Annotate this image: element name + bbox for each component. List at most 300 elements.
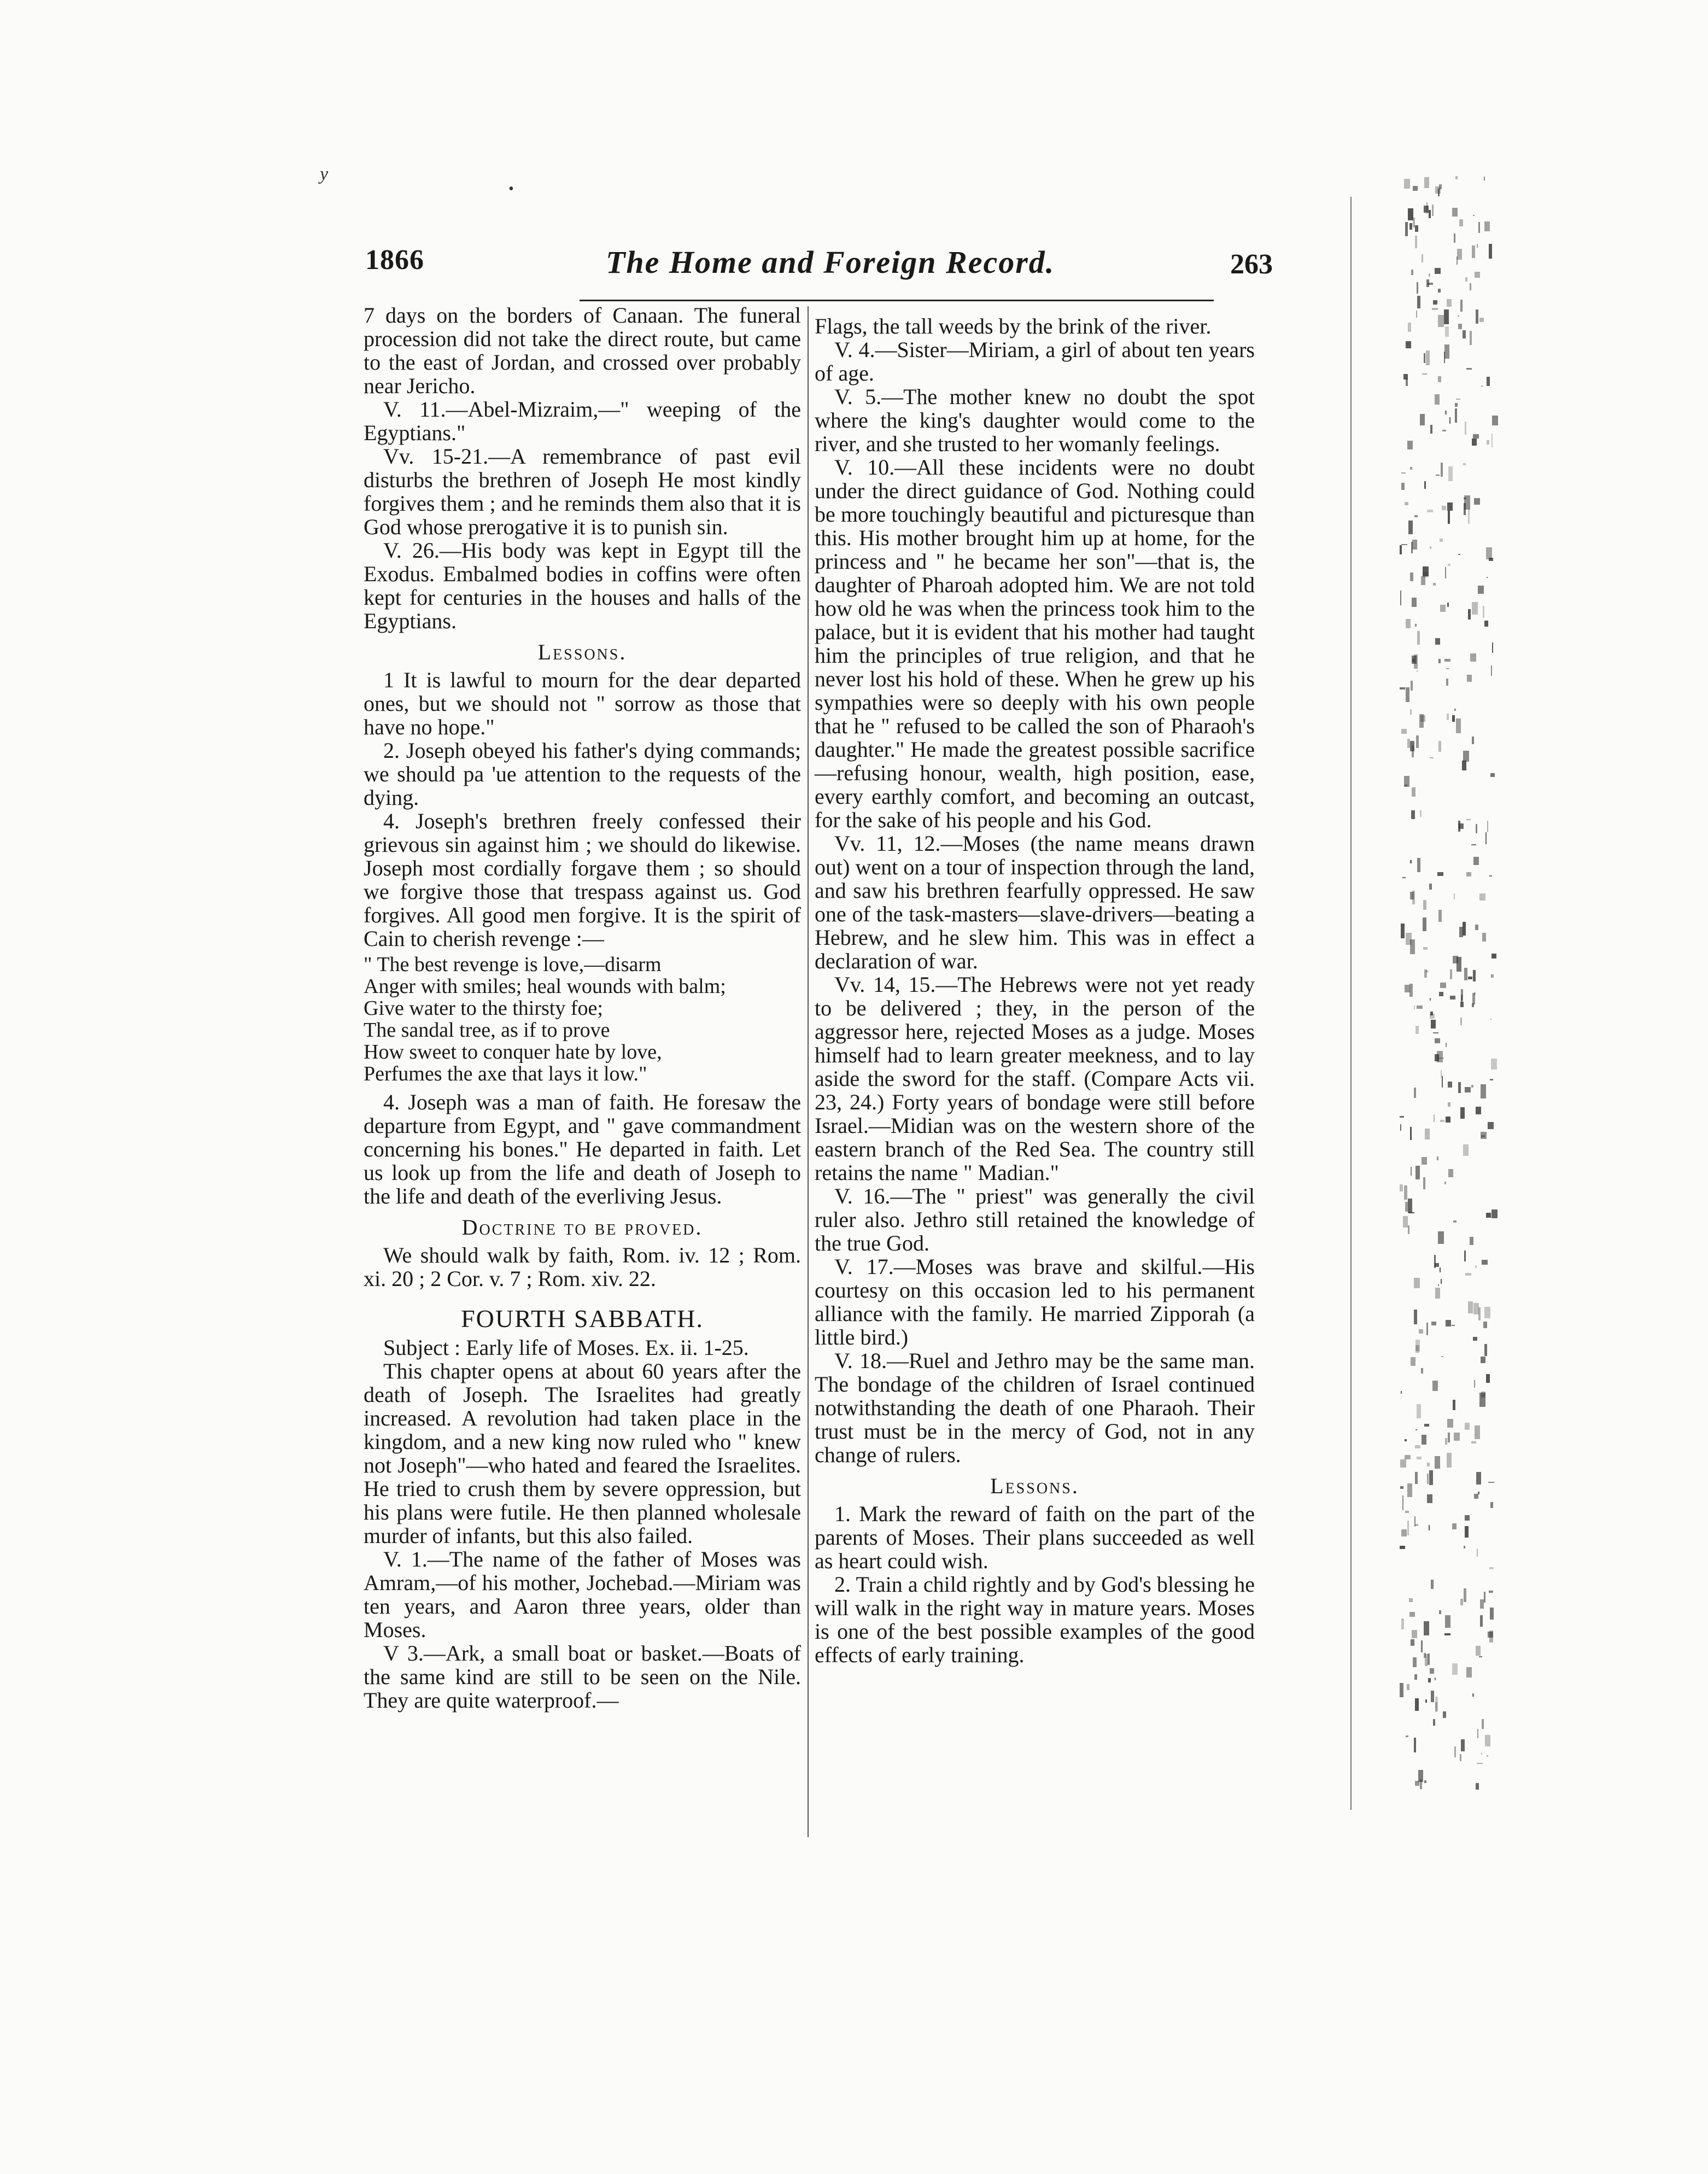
scan-speck (1419, 714, 1424, 728)
scan-speck (1492, 642, 1493, 653)
scan-speck (1422, 254, 1423, 262)
scan-speck (1483, 606, 1484, 618)
scan-speck (1408, 208, 1413, 220)
scan-speck (1473, 215, 1475, 216)
paragraph: V. 11.—Abel-Mizraim,—" weeping of the Egyptians." (364, 397, 801, 445)
scan-speck (1481, 1753, 1482, 1755)
poem-line: How sweet to conquer hate by love, (364, 1041, 662, 1063)
scan-speck (1479, 893, 1485, 901)
header-page-number: 263 (1230, 249, 1273, 280)
scan-speck (1425, 1699, 1427, 1703)
scan-speck (1423, 917, 1426, 931)
scan-speck (1482, 1260, 1488, 1265)
paragraph: V. 5.—The mother knew no doubt the spot where the king's daughter would come to the river, and she trusted to her womanly feelings. (815, 384, 1255, 456)
scan-speck (1440, 539, 1443, 542)
scan-speck (1446, 668, 1449, 669)
scan-speck (1466, 368, 1472, 370)
scan-speck (1464, 495, 1470, 510)
scan-speck (1447, 714, 1449, 720)
scan-speck (1430, 998, 1431, 1001)
scan-speck (1481, 1357, 1485, 1363)
scan-speck (1422, 1435, 1426, 1445)
scan-speck (1472, 1693, 1474, 1697)
scan-speck (1454, 1746, 1456, 1757)
scan-speck (1492, 416, 1498, 425)
scan-speck (1479, 1656, 1482, 1657)
scan-speck (1406, 1735, 1408, 1737)
scan-speck (1401, 729, 1407, 734)
scan-speck (1413, 1657, 1417, 1667)
scan-speck (1412, 787, 1415, 797)
scan-speck (1468, 977, 1472, 979)
scan-speck (1406, 619, 1411, 628)
scan-speck (1427, 510, 1433, 512)
lesson-item: 1 It is lawful to mourn for the dear departed ones, but we should not " sorrow as those that have no hope." (364, 668, 801, 739)
header-year: 1866 (365, 244, 424, 276)
scan-speck (1420, 414, 1425, 425)
scan-speck (1435, 1038, 1440, 1043)
scan-speck (1411, 270, 1413, 275)
scan-speck (1432, 308, 1438, 310)
scan-speck (1414, 1088, 1416, 1098)
scan-speck (1468, 609, 1471, 620)
scan-speck (1459, 823, 1464, 829)
scan-speck (1405, 1439, 1407, 1441)
scan-speck (1418, 1770, 1423, 1782)
scan-speck (1435, 1456, 1440, 1469)
scan-speck (1491, 665, 1492, 676)
scan-speck (1429, 884, 1432, 890)
scan-speck (1488, 1482, 1494, 1483)
scan-speck (1439, 1610, 1441, 1614)
scan-speck (1420, 810, 1422, 817)
scan-speck (1430, 757, 1434, 758)
header-rule (580, 300, 1214, 301)
scan-speck (1473, 857, 1479, 865)
scan-speck (1484, 1307, 1490, 1318)
scan-speck (1465, 1515, 1470, 1521)
paragraph: V 3.—Ark, a small boat or basket.—Boats of the same kind are still to be seen on the Nile. They are quite waterproof.— (364, 1641, 801, 1713)
scan-speck (1487, 1755, 1488, 1757)
scan-speck (1481, 1132, 1487, 1139)
scan-speck (1489, 875, 1492, 876)
scan-speck (1445, 567, 1446, 578)
scan-speck (1416, 311, 1417, 318)
scan-speck (1411, 681, 1413, 691)
scan-speck (1414, 1738, 1416, 1752)
scan-speck (1482, 1719, 1484, 1729)
scan-speck (1401, 924, 1405, 938)
scan-speck (1452, 1523, 1457, 1529)
scan-speck (1424, 969, 1427, 978)
scan-speck (1427, 1494, 1432, 1503)
scan-speck (1444, 1182, 1446, 1184)
scan-speck (1421, 1640, 1423, 1652)
scan-speck (1484, 221, 1490, 231)
scan-speck (1432, 1381, 1438, 1391)
scan-speck (1431, 1691, 1434, 1702)
scan-speck (1412, 745, 1414, 757)
scan-speck (1485, 832, 1487, 844)
scan-speck (1481, 1084, 1486, 1098)
scan-speck (1460, 1754, 1461, 1761)
scan-speck (1476, 824, 1477, 833)
scan-speck (1448, 1082, 1452, 1088)
scan-speck (1409, 1598, 1413, 1602)
scan-speck (1415, 1345, 1419, 1353)
scan-speck (1446, 1320, 1451, 1326)
scan-speck (1433, 1719, 1435, 1726)
scan-speck (1414, 515, 1418, 517)
scan-speck (1407, 441, 1413, 449)
scan-speck (1403, 1216, 1408, 1228)
scan-speck (1452, 1325, 1455, 1326)
scan-speck (1430, 546, 1431, 549)
scan-speck (1472, 246, 1475, 258)
paragraph: Vv. 11, 12.—Moses (the name means drawn out) went on a tour of inspection through the land, and saw his brethren fearfully oppressed. He saw one of the task-masters—slave-drivers—beating a Hebrew, and he slew him. This was in effect a declaration of war. (815, 831, 1255, 973)
scan-speck (1478, 1307, 1481, 1320)
scan-speck (1408, 521, 1413, 534)
scan-speck (1471, 1441, 1476, 1444)
scan-speck (1424, 481, 1426, 489)
scan-speck (1481, 1392, 1485, 1398)
scan-speck (1476, 1472, 1481, 1485)
scan-speck (1417, 1457, 1422, 1459)
scan-speck (1442, 430, 1446, 431)
scan-speck (1401, 483, 1405, 490)
scan-speck (1464, 1546, 1465, 1548)
scan-speck (1412, 891, 1415, 904)
scan-speck (1455, 176, 1458, 179)
paragraph: Vv. 15-21.—A remembrance of past evil disturbs the brethren of Joseph He most kindly forgives them ; and he reminds them also that it is God whose prerogative it is to punish sin. (364, 444, 801, 539)
scan-speck (1431, 1580, 1434, 1589)
scan-speck (1423, 566, 1429, 576)
scan-speck (1405, 785, 1407, 786)
scan-speck (1417, 631, 1420, 645)
scan-speck (1478, 222, 1480, 233)
scan-speck (1415, 1445, 1420, 1448)
scan-speck (1464, 1588, 1466, 1602)
scan-speck (1448, 511, 1450, 524)
scan-speck (1423, 1177, 1425, 1189)
scan-speck (1470, 283, 1471, 290)
scan-speck (1470, 331, 1472, 345)
scan-speck (1442, 1076, 1443, 1088)
scan-speck (1468, 1301, 1473, 1313)
scan-speck (1406, 378, 1408, 386)
scan-speck (1414, 1674, 1417, 1680)
scan-speck (1474, 1494, 1478, 1499)
scan-speck (1412, 656, 1417, 664)
scan-speck (1411, 1639, 1414, 1646)
lesson-item: 4. Joseph's brethren freely confessed their grievous sin against him ; we should do likewise. Joseph most cordially forgave them ; so should we forgive those that trespass against us. God forgives. All good men forgive. It is the spirit of Cain to cherish revenge :— (364, 809, 801, 951)
scan-speck (1477, 1548, 1478, 1557)
scan-speck (1468, 509, 1470, 524)
scan-speck (1447, 502, 1453, 511)
scan-speck (1463, 751, 1469, 762)
scan-speck (1448, 1102, 1450, 1107)
scan-speck (1445, 1615, 1450, 1628)
paragraph: Flags, the tall weeds by the brink of the river. (815, 314, 1212, 338)
scan-speck (1444, 309, 1449, 324)
scan-speck (1424, 1621, 1429, 1635)
scan-speck (1400, 687, 1405, 689)
scan-speck (1448, 466, 1453, 481)
scan-speck (1458, 1082, 1461, 1093)
scan-speck (1432, 204, 1434, 216)
scan-speck (1484, 1592, 1485, 1603)
scan-speck (1477, 1729, 1478, 1738)
scan-speck (1440, 605, 1446, 612)
stray-dot: • (508, 180, 514, 197)
scan-speck (1460, 300, 1463, 312)
scan-speck (1436, 475, 1440, 476)
scan-speck (1439, 992, 1443, 996)
scan-speck (1400, 1116, 1404, 1118)
scan-speck (1479, 318, 1484, 322)
scan-speck (1438, 1284, 1439, 1286)
scan-speck (1431, 1322, 1436, 1325)
scan-speck (1435, 394, 1440, 405)
paragraph: V. 17.—Moses was brave and skilful.—His courtesy on this occasion led to his permanent alliance with the family. He married Zipporah (a little bird.) (815, 1254, 1255, 1349)
paragraph: 7 days on the borders of Canaan. The funeral procession did not take the direct route, but came to the east of Jordan, and crossed over probably near Jericho. (364, 303, 801, 398)
scan-speck (1474, 992, 1476, 995)
scan-speck (1412, 540, 1417, 550)
scan-speck (1409, 223, 1412, 230)
right-column (815, 314, 1255, 1667)
scan-speck (1476, 309, 1478, 324)
scan-speck (1470, 1237, 1473, 1245)
scan-speck (1438, 315, 1444, 327)
scan-speck (1415, 236, 1417, 248)
running-header (365, 241, 1273, 290)
scan-speck (1488, 1632, 1493, 1638)
scan-speck (1489, 558, 1493, 561)
scan-speck (1489, 1591, 1493, 1593)
doctrine-text: We should walk by faith, Rom. iv. 12 ; Rom. xi. 20 ; 2 Cor. v. 7 ; Rom. xiv. 22. (364, 1243, 801, 1291)
scan-speck (1465, 277, 1467, 282)
scan-speck (1414, 1006, 1415, 1009)
scan-speck (1464, 1250, 1466, 1261)
scan-speck (1481, 385, 1483, 387)
scan-speck (1424, 353, 1425, 363)
scan-speck (1424, 1424, 1429, 1427)
scan-speck (1431, 1020, 1436, 1028)
scan-speck (1463, 1144, 1469, 1156)
scan-speck (1473, 434, 1479, 439)
poem-line: Give water to the thirsty foe; (364, 997, 603, 1020)
scan-speck (1440, 983, 1446, 988)
scan-edge-noise (1400, 175, 1498, 1815)
scan-speck (1405, 1511, 1409, 1513)
scan-speck (1410, 860, 1412, 863)
scan-speck (1438, 1231, 1444, 1244)
paragraph: V. 10.—All these incidents were no doubt under the direct guidance of God. Nothing could be more touchingly beautiful and picturesque than this. His mother brought him up at home, for the princess and " he became her son"—that is, the daughter of Pharoah adopted him. We are not told how old he was when the princess took him to the palace, but it is evident that his mother had taught him the principles of true religion, and that he never lost his hold of these. When he grew up his sympathies were so deeply with his own people that he " refused to be called the son of Pharaoh's daughter." He made the greatest possible sacrifice—refusing honour, wealth, high position, ease, every earthly comfort, and becoming an outcast, for the sake of his people and his God. (815, 455, 1255, 832)
scan-speck (1419, 1329, 1423, 1334)
scan-speck (1427, 1474, 1429, 1484)
paragraph: V. 18.—Ruel and Jethro may be the same man. The bondage of the children of Israel continued notwithstanding the death of one Pharaoh. Their trust must be in the mercy of God, not in any change of rulers. (815, 1348, 1255, 1467)
scan-speck (1450, 996, 1455, 1000)
scan-speck (1414, 1516, 1415, 1527)
scan-speck (1435, 1288, 1440, 1299)
scan-speck (1417, 670, 1418, 672)
paragraph: V. 1.—The name of the father of Moses was Amram,—of his mother, Jochebad.—Miriam was ten years, and Aaron three years, older than Moses. (364, 1547, 801, 1642)
scan-speck (1423, 900, 1426, 910)
scan-speck (1461, 995, 1463, 1002)
scan-speck (1475, 925, 1478, 930)
scan-speck (1445, 1438, 1447, 1445)
scan-speck (1403, 374, 1408, 379)
scan-speck (1401, 1618, 1404, 1629)
scan-speck (1400, 545, 1402, 554)
scan-speck (1402, 877, 1406, 878)
page-edge-line (1350, 197, 1352, 1810)
scan-speck (1490, 1079, 1493, 1080)
scan-speck (1435, 638, 1440, 645)
scan-speck (1406, 933, 1412, 945)
scan-speck (1455, 403, 1458, 407)
scan-speck (1448, 1169, 1453, 1177)
scan-speck (1465, 1526, 1469, 1538)
lesson-item: 4. Joseph was a man of faith. He foresaw the departure from Egypt, and " gave commandment concerning his bones." He departed in faith. Let us look up from the life and death of Joseph to the life and death of the everliving Jesus. (364, 1090, 801, 1208)
scan-speck (1405, 222, 1408, 236)
scan-speck (1471, 844, 1476, 845)
scan-speck (1450, 969, 1452, 979)
scan-speck (1476, 1783, 1479, 1790)
scan-speck (1453, 1400, 1455, 1410)
scan-speck (1490, 773, 1495, 777)
scan-speck (1416, 735, 1419, 748)
scan-speck (1449, 417, 1450, 424)
scan-speck (1407, 739, 1410, 748)
scan-speck (1484, 177, 1485, 180)
scan-speck (1401, 472, 1406, 474)
scan-speck (1415, 1698, 1419, 1711)
scan-speck (1426, 1323, 1428, 1335)
scan-speck (1445, 326, 1449, 337)
scan-speck (1406, 687, 1409, 702)
scan-speck (1417, 1404, 1421, 1418)
scan-speck (1428, 1653, 1430, 1665)
lesson-item: 2. Train a child rightly and by God's blessing he will walk in the right way in mature years. Moses is one of the best possible examples of the good effects of early training. (815, 1572, 1255, 1667)
scan-speck (1410, 1127, 1412, 1140)
scan-speck (1466, 819, 1471, 820)
scan-speck (1404, 179, 1410, 189)
scan-speck (1407, 1521, 1409, 1535)
scan-speck (1415, 624, 1417, 627)
scan-speck (1417, 1006, 1423, 1009)
scan-speck (1473, 970, 1476, 981)
scan-speck (1417, 858, 1420, 872)
paragraph: V. 26.—His body was kept in Egypt till the Exodus. Embalmed bodies in coffins were often kept for centuries in the houses and halls of the Egyptians. (364, 538, 801, 633)
paragraph: V. 16.—The " priest" was generally the civil ruler also. Jethro still retained the knowledge of the true God. (815, 1184, 1255, 1255)
poem (364, 954, 801, 1085)
scan-speck (1477, 244, 1478, 248)
scan-speck (1400, 1184, 1403, 1191)
scan-speck (1453, 956, 1458, 963)
scan-speck (1473, 1337, 1477, 1341)
scan-speck (1491, 434, 1493, 447)
scan-speck (1408, 323, 1411, 332)
scan-speck (1462, 761, 1466, 770)
scan-speck (1452, 715, 1455, 722)
scan-speck (1447, 1453, 1452, 1468)
scan-speck (1414, 1310, 1417, 1324)
poem-line: The sandal tree, as if to prove (364, 1019, 610, 1042)
scan-speck (1404, 1185, 1407, 1200)
scan-speck (1463, 330, 1466, 338)
header-title: The Home and Foreign Record. (606, 244, 1055, 280)
column-divider (808, 306, 809, 1837)
scan-speck (1422, 373, 1427, 375)
scan-speck (1406, 341, 1411, 348)
scan-speck (1460, 1107, 1465, 1119)
scan-speck (1489, 1567, 1494, 1569)
scan-speck (1414, 1278, 1420, 1288)
scan-speck (1433, 1032, 1438, 1033)
scan-speck (1407, 1684, 1409, 1690)
scan-speck (1465, 422, 1466, 435)
scan-speck (1415, 225, 1418, 232)
scan-speck (1456, 718, 1461, 733)
scan-speck (1487, 377, 1490, 386)
scan-speck (1444, 344, 1449, 359)
scan-speck (1447, 1419, 1453, 1428)
scan-speck (1405, 985, 1410, 992)
scan-speck (1446, 679, 1448, 686)
scan-speck (1460, 1018, 1462, 1025)
scan-speck (1426, 350, 1430, 365)
paragraph: V. 4.—Sister—Miriam, a girl of about ten years of age. (815, 337, 1255, 385)
scan-speck (1486, 1374, 1490, 1383)
scan-speck (1407, 1483, 1412, 1497)
scan-speck (1486, 1213, 1491, 1218)
scan-speck (1446, 1043, 1447, 1047)
scan-speck (1491, 1059, 1497, 1070)
scan-speck (1491, 1209, 1498, 1218)
scan-speck (1410, 467, 1412, 470)
lessons-heading: Lessons. (990, 1474, 1079, 1498)
scan-speck (1472, 1003, 1474, 1007)
scan-speck (1411, 1167, 1412, 1176)
scan-speck (1470, 653, 1476, 662)
scan-speck (1460, 1002, 1464, 1007)
scan-speck (1415, 1166, 1420, 1179)
scan-speck (1417, 282, 1418, 294)
scan-speck (1430, 1014, 1435, 1019)
scan-speck (1484, 1344, 1487, 1356)
poem-line: " The best revenge is love,—disarm (364, 953, 662, 976)
scan-speck (1411, 542, 1413, 553)
scan-speck (1425, 1129, 1430, 1139)
scan-speck (1433, 583, 1436, 586)
scan-speck (1465, 1087, 1471, 1092)
scan-speck (1466, 872, 1471, 876)
poem-line: Anger with smiles; heal wounds with balm; (364, 975, 726, 998)
scan-speck (1440, 1120, 1444, 1122)
scan-speck (1401, 1529, 1407, 1536)
scan-speck (1402, 1495, 1403, 1510)
poem-line: Perfumes the axe that lays it low." (364, 1062, 647, 1085)
scan-speck (1438, 910, 1442, 922)
scan-speck (1410, 709, 1412, 715)
scan-speck (1440, 1267, 1441, 1272)
scan-speck (1452, 208, 1458, 217)
lessons-heading: Lessons. (537, 640, 627, 664)
scan-speck (1454, 1433, 1460, 1441)
scan-speck (1471, 1085, 1473, 1088)
scan-speck (1405, 1455, 1411, 1459)
